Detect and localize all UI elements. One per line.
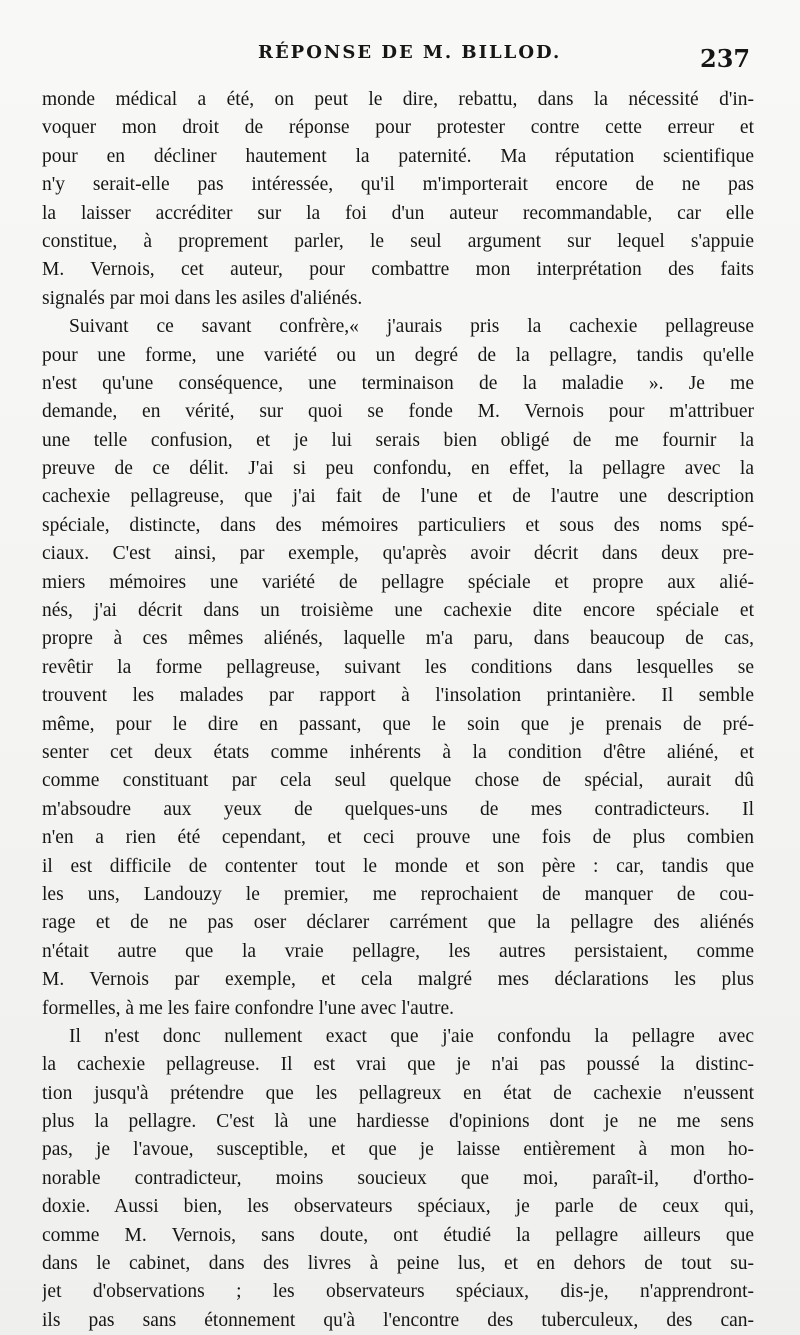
text-line: jet d'observations ; les observateurs spéciaux, dis-je, n'apprendront- <box>42 1281 754 1303</box>
text-line: comme M. Vernois, sans doute, ont étudié la pellagre ailleurs que <box>42 1224 754 1246</box>
text-line: revêtir la forme pellagreuse, suivant les conditions dans lesquelles se <box>42 656 754 678</box>
text-line: cachexie pellagreuse, que j'ai fait de l'une et de l'autre une description <box>42 486 754 508</box>
text-line: pas, je l'avoue, susceptible, et que je laisse entièrement à mon ho- <box>42 1139 754 1161</box>
text-line: Il n'est donc nullement exact que j'aie confondu la pellagre avec <box>69 1025 754 1047</box>
text-line: Suivant ce savant confrère,« j'aurais pris la cachexie pellagreuse <box>69 316 754 338</box>
text-line: les uns, Landouzy le premier, me reprochaient de manquer de cou- <box>42 883 754 905</box>
text-line: n'y serait-elle pas intéressée, qu'il m'importerait encore de ne pas <box>42 174 754 196</box>
paragraph-2 <box>42 313 754 1023</box>
text-line: n'est qu'une conséquence, une terminaison de la maladie ». Je me <box>42 372 754 394</box>
text-line: il est difficile de contenter tout le monde et son père : car, tandis que <box>42 855 754 877</box>
text-line: trouvent les malades par rapport à l'insolation printanière. Il semble <box>42 685 754 707</box>
running-header <box>0 42 800 78</box>
text-line: M. Vernois par exemple, et cela malgré mes déclarations les plus <box>42 969 754 991</box>
text-line: m'absoudre aux yeux de quelques-uns de mes contradicteurs. Il <box>42 798 754 820</box>
text-line: ciaux. C'est ainsi, par exemple, qu'après avoir décrit dans deux pre- <box>42 543 754 565</box>
text-line: signalés par moi dans les asiles d'aliénés. <box>42 287 363 309</box>
running-title: RÉPONSE DE M. BILLOD. <box>258 42 562 63</box>
text-line: monde médical a été, on peut le dire, rebattu, dans la nécessité d'in- <box>42 89 754 110</box>
text-line: M. Vernois, cet auteur, pour combattre mon interprétation des faits <box>42 259 754 281</box>
text-line: senter cet deux états comme inhérents à la condition d'être aliéné, et <box>42 741 754 763</box>
text-line: la cachexie pellagreuse. Il est vrai que je n'ai pas poussé la distinc- <box>42 1054 754 1076</box>
text-line: demande, en vérité, sur quoi se fonde M. Vernois pour m'attribuer <box>42 401 754 423</box>
text-line: plus la pellagre. C'est là une hardiesse d'opinions dont je ne me sens <box>42 1111 754 1133</box>
text-line: n'en a rien été cependant, et ceci prouve une fois de plus combien <box>42 827 754 849</box>
text-line: nés, j'ai décrit dans un troisième une cachexie dite encore spéciale et <box>42 600 754 622</box>
text-line: dans le cabinet, dans des livres à peine lus, et en dehors de tout su- <box>42 1253 754 1275</box>
text-line: spéciale, distincte, dans des mémoires particuliers et sous des noms spé- <box>42 514 754 536</box>
text-line: n'était autre que la vraie pellagre, les autres persistaient, comme <box>42 940 754 962</box>
text-line: tion jusqu'à prétendre que les pellagreux en état de cachexie n'eussent <box>42 1082 754 1104</box>
text-line: comme constituant par cela seul quelque chose de spécial, aurait dû <box>42 770 754 792</box>
text-line: formelles, à me les faire confondre l'une avec l'autre. <box>42 997 454 1019</box>
text-line: pour une forme, une variété ou un degré de la pellagre, tandis qu'elle <box>42 344 754 366</box>
text-line: voquer mon droit de réponse pour protester contre cette erreur et <box>42 117 754 139</box>
text-line: doxie. Aussi bien, les observateurs spéciaux, je parle de ceux qui, <box>42 1196 754 1218</box>
paragraph-1 <box>42 86 754 313</box>
text-line: une telle confusion, et je lui serais bien obligé de me fournir la <box>42 429 754 451</box>
text-line: miers mémoires une variété de pellagre spéciale et propre aux alié- <box>42 571 754 593</box>
text-line: la laisser accréditer sur la foi d'un auteur recommandable, car elle <box>42 202 754 224</box>
text-line: rage et de ne pas oser déclarer carrément que la pellagre des aliénés <box>42 912 754 934</box>
paragraph-3 <box>42 1023 754 1335</box>
text-line: propre à ces mêmes aliénés, laquelle m'a paru, dans beaucoup de cas, <box>42 628 754 650</box>
text-line: même, pour le dire en passant, que le soin que je prenais de pré- <box>42 713 754 735</box>
page-number: 237 <box>700 44 751 73</box>
text-line: ils pas sans étonnement qu'à l'encontre des tuberculeux, des can- <box>42 1309 754 1331</box>
text-line: pour en décliner hautement la paternité. Ma réputation scientifique <box>42 145 754 167</box>
text-line: norable contradicteur, moins soucieux que moi, paraît-il, d'ortho- <box>42 1167 754 1189</box>
text-line: preuve de ce délit. J'ai si peu confondu, en effet, la pellagre avec la <box>42 458 754 480</box>
text-line: constitue, à proprement parler, le seul argument sur lequel s'appuie <box>42 230 754 252</box>
body-text <box>42 86 754 1335</box>
